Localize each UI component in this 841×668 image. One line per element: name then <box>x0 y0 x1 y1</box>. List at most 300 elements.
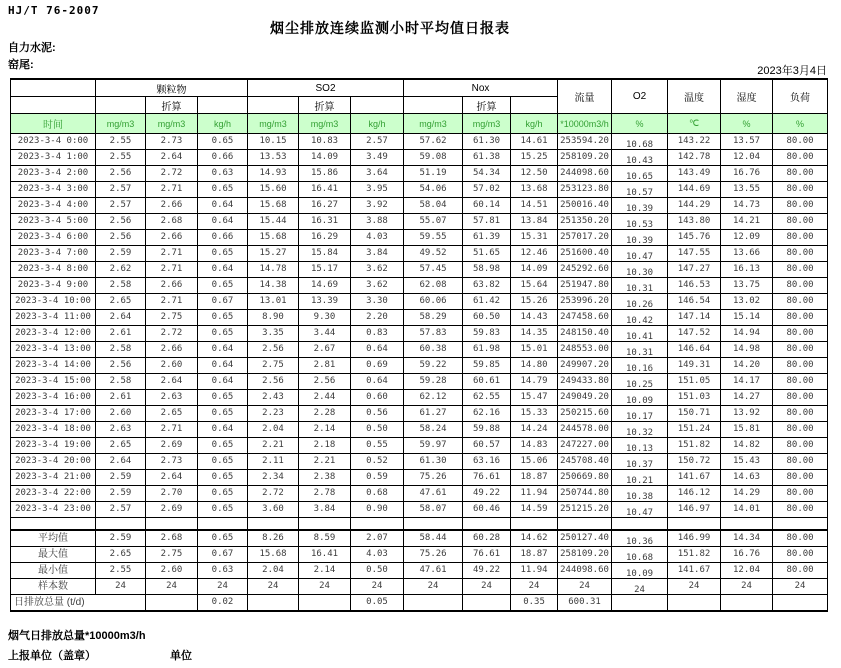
value-cell: 59.85 <box>463 358 511 374</box>
value-cell: 14.78 <box>248 262 299 278</box>
value-cell: 13.53 <box>248 150 299 166</box>
time-cell: 2023-3-4 6:00 <box>11 230 96 246</box>
value-cell: 147.55 <box>668 246 721 262</box>
value-cell: 13.01 <box>248 294 299 310</box>
table-body <box>11 134 828 612</box>
value-cell: 57.62 <box>404 134 463 150</box>
value-cell: 0.52 <box>351 454 404 470</box>
value-cell: 146.54 <box>668 294 721 310</box>
summary-value-cell: 18.87 <box>511 547 558 563</box>
value-cell: 249907.20 <box>558 358 612 374</box>
unit-header-4: mg/m3 <box>299 114 351 134</box>
value-cell: 80.00 <box>773 358 828 374</box>
table-row <box>11 294 828 310</box>
value-cell: 2.72 <box>146 166 198 182</box>
time-cell: 2023-3-4 13:00 <box>11 342 96 358</box>
summary-value-cell: 16.76 <box>721 547 773 563</box>
value-cell: 12.04 <box>721 150 773 166</box>
value-cell: 245708.40 <box>558 454 612 470</box>
value-cell: 0.90 <box>351 502 404 518</box>
unit-header-12: % <box>721 114 773 134</box>
value-cell: 151.05 <box>668 374 721 390</box>
value-cell: 80.00 <box>773 326 828 342</box>
o2-value: 10.39 <box>625 236 654 246</box>
o2-value: 10.21 <box>625 476 654 486</box>
value-cell: 0.65 <box>198 486 248 502</box>
o2-value: 10.38 <box>625 492 654 502</box>
o2-value: 10.68 <box>625 140 654 150</box>
value-cell: 15.84 <box>299 246 351 262</box>
value-cell: 16.76 <box>721 166 773 182</box>
value-cell: 2.04 <box>248 422 299 438</box>
value-cell <box>612 214 668 230</box>
table-row <box>11 342 828 358</box>
table-row <box>11 198 828 214</box>
daily-total-cell <box>299 595 351 612</box>
value-cell: 2.18 <box>299 438 351 454</box>
value-cell: 14.20 <box>721 358 773 374</box>
value-cell: 0.65 <box>198 454 248 470</box>
value-cell: 63.82 <box>463 278 511 294</box>
value-cell: 0.64 <box>198 214 248 230</box>
value-cell: 8.90 <box>248 310 299 326</box>
o2-value: 10.53 <box>625 220 654 230</box>
value-cell: 59.08 <box>404 150 463 166</box>
value-cell: 60.06 <box>404 294 463 310</box>
o2-value: 10.09 <box>625 396 654 406</box>
value-cell: 13.84 <box>511 214 558 230</box>
summary-value-cell: 8.59 <box>299 530 351 547</box>
table-row <box>11 454 828 470</box>
value-cell: 3.84 <box>299 502 351 518</box>
summary-value-cell: 12.04 <box>721 563 773 579</box>
summary-value-cell: 75.26 <box>404 547 463 563</box>
value-cell: 2.66 <box>146 198 198 214</box>
value-cell: 2.59 <box>96 486 146 502</box>
summary-row-label: 样本数 <box>11 579 96 595</box>
value-cell: 2.58 <box>96 342 146 358</box>
value-cell: 80.00 <box>773 502 828 518</box>
value-cell: 141.67 <box>668 470 721 486</box>
o2-value: 10.65 <box>625 172 654 182</box>
summary-row-label: 最小值 <box>11 563 96 579</box>
o2-value: 10.25 <box>625 380 654 390</box>
value-cell: 60.46 <box>463 502 511 518</box>
summary-value-cell: 4.03 <box>351 547 404 563</box>
value-cell: 251600.40 <box>558 246 612 262</box>
value-cell: 2.56 <box>96 230 146 246</box>
value-cell: 0.59 <box>351 470 404 486</box>
summary-value-cell: 2.14 <box>299 563 351 579</box>
value-cell: 2.73 <box>146 454 198 470</box>
value-cell <box>612 198 668 214</box>
value-cell: 149.31 <box>668 358 721 374</box>
value-cell: 80.00 <box>773 246 828 262</box>
o2-value: 10.41 <box>625 332 654 342</box>
table-row <box>11 214 828 230</box>
value-cell: 59.88 <box>463 422 511 438</box>
value-cell: 2.57 <box>351 134 404 150</box>
value-cell: 80.00 <box>773 310 828 326</box>
value-cell: 2.66 <box>146 278 198 294</box>
value-cell: 18.87 <box>511 470 558 486</box>
time-cell: 2023-3-4 22:00 <box>11 486 96 502</box>
summary-row <box>11 563 828 579</box>
value-cell: 11.94 <box>511 486 558 502</box>
summary-value-cell: 11.94 <box>511 563 558 579</box>
value-cell: 0.64 <box>351 342 404 358</box>
time-cell: 2023-3-4 12:00 <box>11 326 96 342</box>
value-cell: 60.14 <box>463 198 511 214</box>
value-cell: 14.79 <box>511 374 558 390</box>
summary-value-cell: 24 <box>146 579 198 595</box>
value-cell: 2.71 <box>146 294 198 310</box>
value-cell: 2.64 <box>146 150 198 166</box>
value-cell: 59.97 <box>404 438 463 454</box>
value-cell: 2.65 <box>146 406 198 422</box>
value-cell: 54.06 <box>404 182 463 198</box>
daily-total-label: 日排放总量 (t/d) <box>11 595 146 612</box>
value-cell: 80.00 <box>773 294 828 310</box>
value-cell: 0.60 <box>351 390 404 406</box>
page-title: 烟尘排放连续监测小时平均值日报表 <box>270 20 510 36</box>
value-cell <box>612 454 668 470</box>
o2-value: 10.39 <box>625 204 654 214</box>
o2-value: 10.68 <box>625 553 654 563</box>
value-cell: 2.63 <box>146 390 198 406</box>
o2-value: 10.37 <box>625 460 654 470</box>
value-cell: 15.27 <box>248 246 299 262</box>
value-cell: 15.60 <box>248 182 299 198</box>
value-cell <box>612 406 668 422</box>
value-cell: 14.21 <box>721 214 773 230</box>
value-cell <box>612 310 668 326</box>
table-row <box>11 390 828 406</box>
flue-gas-total-note: 烟气日排放总量*10000m3/h <box>8 630 146 642</box>
daily-total-cell <box>248 595 299 612</box>
value-cell: 57.45 <box>404 262 463 278</box>
empty-cell <box>146 518 198 531</box>
col-group-2: Nox <box>404 79 558 97</box>
value-cell: 2.64 <box>96 310 146 326</box>
value-cell: 2.56 <box>248 374 299 390</box>
value-cell: 16.29 <box>299 230 351 246</box>
value-cell: 3.88 <box>351 214 404 230</box>
summary-value-cell <box>612 530 668 547</box>
o2-value: 10.32 <box>625 428 654 438</box>
value-cell: 60.57 <box>463 438 511 454</box>
value-cell: 0.63 <box>198 166 248 182</box>
value-cell: 251947.80 <box>558 278 612 294</box>
value-cell: 80.00 <box>773 278 828 294</box>
summary-value-cell: 58.44 <box>404 530 463 547</box>
value-cell: 59.55 <box>404 230 463 246</box>
value-cell: 2.34 <box>248 470 299 486</box>
value-cell: 0.64 <box>198 198 248 214</box>
value-cell: 245292.60 <box>558 262 612 278</box>
value-cell: 61.30 <box>404 454 463 470</box>
o2-value: 10.30 <box>625 268 654 278</box>
value-cell: 61.27 <box>404 406 463 422</box>
col-header-flow: 流量 <box>558 79 612 114</box>
value-cell: 14.51 <box>511 198 558 214</box>
daily-total-cell <box>463 595 511 612</box>
value-cell: 2.68 <box>146 214 198 230</box>
value-cell: 14.35 <box>511 326 558 342</box>
unit-header-3: mg/m3 <box>248 114 299 134</box>
table-row <box>11 134 828 150</box>
value-cell: 250016.40 <box>558 198 612 214</box>
value-cell <box>612 358 668 374</box>
value-cell: 2.20 <box>351 310 404 326</box>
value-cell: 14.63 <box>721 470 773 486</box>
value-cell: 58.24 <box>404 422 463 438</box>
value-cell <box>612 150 668 166</box>
value-cell <box>612 246 668 262</box>
value-cell: 10.83 <box>299 134 351 150</box>
value-cell: 80.00 <box>773 438 828 454</box>
unit-header-8: kg/h <box>511 114 558 134</box>
value-cell: 4.03 <box>351 230 404 246</box>
value-cell: 251350.20 <box>558 214 612 230</box>
value-cell: 249433.80 <box>558 374 612 390</box>
daily-total-row <box>11 595 828 612</box>
value-cell: 2.62 <box>96 262 146 278</box>
summary-value-cell: 0.65 <box>198 530 248 547</box>
value-cell: 2.56 <box>96 166 146 182</box>
value-cell: 2.61 <box>96 326 146 342</box>
value-cell: 13.66 <box>721 246 773 262</box>
value-cell: 2.81 <box>299 358 351 374</box>
value-cell: 247227.00 <box>558 438 612 454</box>
value-cell: 12.09 <box>721 230 773 246</box>
subheader-raw-2 <box>404 97 463 114</box>
o2-value: 10.13 <box>625 444 654 454</box>
value-cell <box>612 182 668 198</box>
value-cell: 14.73 <box>721 198 773 214</box>
summary-value-cell: 24 <box>558 579 612 595</box>
value-cell <box>612 294 668 310</box>
summary-value-cell: 24 <box>463 579 511 595</box>
summary-value-cell: 16.41 <box>299 547 351 563</box>
value-cell: 58.98 <box>463 262 511 278</box>
unit-header-7: mg/m3 <box>463 114 511 134</box>
value-cell: 251215.20 <box>558 502 612 518</box>
time-cell: 2023-3-4 3:00 <box>11 182 96 198</box>
unit-header-10: % <box>612 114 668 134</box>
value-cell: 47.61 <box>404 486 463 502</box>
value-cell: 62.16 <box>463 406 511 422</box>
table-row <box>11 326 828 342</box>
value-cell: 2.14 <box>299 422 351 438</box>
time-cell: 2023-3-4 17:00 <box>11 406 96 422</box>
value-cell: 15.14 <box>721 310 773 326</box>
summary-value-cell: 2.59 <box>96 530 146 547</box>
table-row <box>11 182 828 198</box>
summary-value-cell <box>612 579 668 595</box>
value-cell: 49.52 <box>404 246 463 262</box>
o2-value: 10.42 <box>625 316 654 326</box>
table-row <box>11 166 828 182</box>
value-cell: 3.95 <box>351 182 404 198</box>
value-cell: 15.17 <box>299 262 351 278</box>
table-row <box>11 230 828 246</box>
value-cell: 0.65 <box>198 326 248 342</box>
time-cell: 2023-3-4 16:00 <box>11 390 96 406</box>
value-cell: 2.72 <box>146 326 198 342</box>
o2-value: 10.16 <box>625 364 654 374</box>
daily-total-cell <box>612 595 668 612</box>
value-cell: 49.22 <box>463 486 511 502</box>
value-cell: 57.81 <box>463 214 511 230</box>
empty-cell <box>511 518 558 531</box>
value-cell: 15.33 <box>511 406 558 422</box>
summary-value-cell <box>612 547 668 563</box>
value-cell <box>612 326 668 342</box>
summary-value-cell: 47.61 <box>404 563 463 579</box>
value-cell: 0.64 <box>198 358 248 374</box>
empty-cell <box>299 518 351 531</box>
empty-cell <box>248 518 299 531</box>
empty-cell <box>11 518 96 531</box>
col-header-humidity: 湿度 <box>721 79 773 114</box>
table-row <box>11 438 828 454</box>
unit-header-11: ℃ <box>668 114 721 134</box>
value-cell: 80.00 <box>773 406 828 422</box>
value-cell: 144.29 <box>668 198 721 214</box>
value-cell <box>612 166 668 182</box>
value-cell <box>612 438 668 454</box>
value-cell: 253594.20 <box>558 134 612 150</box>
value-cell: 146.64 <box>668 342 721 358</box>
value-cell: 80.00 <box>773 342 828 358</box>
value-cell: 2.28 <box>299 406 351 422</box>
daily-total-cell <box>146 595 198 612</box>
value-cell: 2.67 <box>299 342 351 358</box>
value-cell: 151.82 <box>668 438 721 454</box>
company-label: 自力水泥: <box>8 42 56 54</box>
value-cell: 16.41 <box>299 182 351 198</box>
value-cell: 14.83 <box>511 438 558 454</box>
value-cell: 244578.00 <box>558 422 612 438</box>
summary-value-cell: 60.28 <box>463 530 511 547</box>
value-cell: 2.56 <box>96 358 146 374</box>
summary-value-cell: 2.68 <box>146 530 198 547</box>
value-cell: 14.09 <box>299 150 351 166</box>
daily-total-cell <box>721 595 773 612</box>
empty-cell <box>351 518 404 531</box>
daily-total-cell: 0.05 <box>351 595 404 612</box>
time-column-header: 时间 <box>11 114 96 134</box>
value-cell: 2.65 <box>96 438 146 454</box>
value-cell: 0.66 <box>198 150 248 166</box>
summary-value-cell: 2.75 <box>146 547 198 563</box>
value-cell: 2.59 <box>96 470 146 486</box>
value-cell: 15.47 <box>511 390 558 406</box>
summary-value-cell: 24 <box>299 579 351 595</box>
value-cell: 0.65 <box>198 470 248 486</box>
value-cell: 15.06 <box>511 454 558 470</box>
value-cell: 0.56 <box>351 406 404 422</box>
value-cell: 13.02 <box>721 294 773 310</box>
value-cell: 62.08 <box>404 278 463 294</box>
summary-value-cell: 2.04 <box>248 563 299 579</box>
summary-row <box>11 547 828 563</box>
summary-value-cell: 24 <box>351 579 404 595</box>
value-cell: 0.65 <box>198 310 248 326</box>
value-cell: 2.11 <box>248 454 299 470</box>
summary-value-cell: 250127.40 <box>558 530 612 547</box>
value-cell: 16.27 <box>299 198 351 214</box>
value-cell: 80.00 <box>773 486 828 502</box>
summary-value-cell: 24 <box>668 579 721 595</box>
value-cell: 14.24 <box>511 422 558 438</box>
time-cell: 2023-3-4 19:00 <box>11 438 96 454</box>
value-cell <box>612 502 668 518</box>
value-cell: 0.65 <box>198 182 248 198</box>
value-cell: 2.56 <box>299 374 351 390</box>
summary-value-cell: 2.07 <box>351 530 404 547</box>
value-cell: 15.68 <box>248 198 299 214</box>
empty-cell <box>404 518 463 531</box>
value-cell: 249049.20 <box>558 390 612 406</box>
value-cell: 0.65 <box>198 246 248 262</box>
value-cell: 12.46 <box>511 246 558 262</box>
value-cell: 15.81 <box>721 422 773 438</box>
value-cell: 253996.20 <box>558 294 612 310</box>
value-cell: 2.61 <box>96 390 146 406</box>
o2-value: 10.47 <box>625 252 654 262</box>
value-cell: 2.57 <box>96 502 146 518</box>
value-cell: 147.14 <box>668 310 721 326</box>
summary-value-cell: 8.26 <box>248 530 299 547</box>
value-cell: 0.55 <box>351 438 404 454</box>
value-cell: 14.94 <box>721 326 773 342</box>
value-cell: 0.64 <box>351 374 404 390</box>
time-cell: 2023-3-4 0:00 <box>11 134 96 150</box>
summary-value-cell: 24 <box>96 579 146 595</box>
table-row <box>11 310 828 326</box>
value-cell: 2.75 <box>146 310 198 326</box>
daily-total-cell: 0.02 <box>198 595 248 612</box>
value-cell: 147.52 <box>668 326 721 342</box>
unit-header-1: mg/m3 <box>146 114 198 134</box>
summary-value-cell: 24 <box>198 579 248 595</box>
value-cell: 14.59 <box>511 502 558 518</box>
value-cell: 2.66 <box>146 230 198 246</box>
summary-value-cell: 14.34 <box>721 530 773 547</box>
value-cell: 248553.00 <box>558 342 612 358</box>
o2-value: 24 <box>634 585 645 595</box>
value-cell: 76.61 <box>463 470 511 486</box>
table-row <box>11 262 828 278</box>
value-cell <box>612 278 668 294</box>
value-cell: 2.75 <box>248 358 299 374</box>
value-cell: 14.80 <box>511 358 558 374</box>
summary-value-cell: 258109.20 <box>558 547 612 563</box>
table-row <box>11 374 828 390</box>
value-cell: 2.64 <box>146 470 198 486</box>
value-cell: 80.00 <box>773 374 828 390</box>
value-cell: 59.28 <box>404 374 463 390</box>
time-cell: 2023-3-4 10:00 <box>11 294 96 310</box>
value-cell: 80.00 <box>773 150 828 166</box>
time-cell: 2023-3-4 1:00 <box>11 150 96 166</box>
value-cell: 58.07 <box>404 502 463 518</box>
value-cell: 59.83 <box>463 326 511 342</box>
col-header-o2: O2 <box>612 79 668 114</box>
summary-value-cell: 0.67 <box>198 547 248 563</box>
